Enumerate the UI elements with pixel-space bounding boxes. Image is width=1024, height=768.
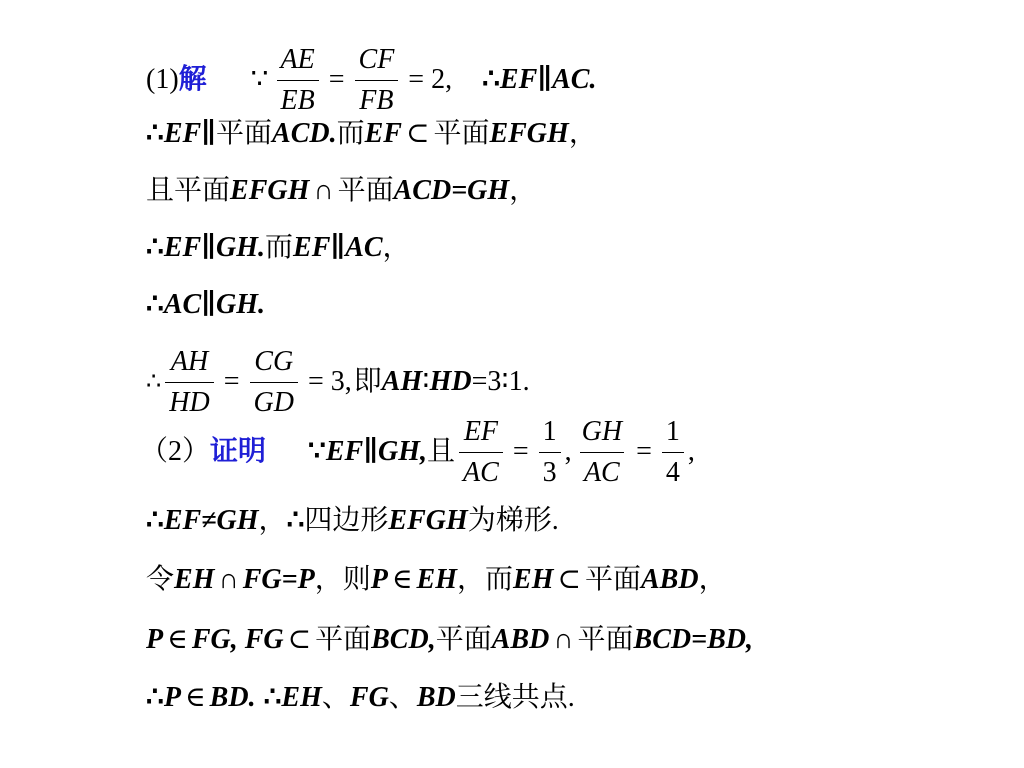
numerator: CF	[358, 43, 395, 75]
element-of-symbol: ∈	[184, 682, 206, 713]
text-segment: ，	[698, 564, 727, 595]
text-segment: BD.	[209, 682, 256, 713]
text-segment: FG	[349, 682, 389, 713]
text-segment: EFGH	[230, 175, 310, 206]
therefore-symbol: ∴	[482, 64, 500, 95]
text-segment: ACD.	[272, 118, 337, 149]
therefore-symbol: ∴	[146, 118, 164, 149]
text-segment: 平面	[577, 624, 634, 655]
line-9	[146, 563, 727, 597]
therefore-symbol: ∴	[146, 232, 164, 263]
therefore-symbol: ∴	[146, 369, 162, 395]
denominator: EB	[277, 80, 319, 118]
part-label: (1)	[146, 64, 179, 95]
text-segment: ，则	[314, 564, 371, 595]
solution-tag: 解	[178, 64, 207, 95]
line-5	[146, 288, 265, 322]
text-segment: ，而	[457, 564, 514, 595]
text-segment: ，	[258, 505, 287, 536]
text-segment: 三线共点.	[455, 682, 575, 713]
text-segment: EH	[513, 564, 554, 595]
text-segment: EF∥AC	[293, 232, 383, 263]
intersection-symbol: ∩	[218, 564, 239, 595]
text-segment: 平面	[584, 564, 641, 595]
line-10	[146, 623, 753, 657]
text-segment: 四边形	[304, 505, 389, 536]
text-segment: 平面	[433, 118, 490, 149]
text-segment: 令	[146, 564, 175, 595]
text-segment: 、	[388, 682, 417, 713]
text-segment: P	[370, 564, 388, 595]
numerator: AH	[170, 345, 209, 377]
text-segment: EF	[364, 118, 402, 149]
text-segment: 、	[321, 682, 350, 713]
line-8	[146, 504, 559, 538]
denominator: 4	[662, 452, 684, 490]
text-segment: =3∶1.	[471, 366, 530, 397]
text-segment: ABD	[640, 564, 699, 595]
text-segment: EH	[281, 682, 322, 713]
denominator: HD	[165, 382, 213, 420]
line-7	[140, 412, 695, 492]
text-segment: ，	[382, 232, 411, 263]
equals: =	[512, 436, 529, 467]
text-segment: EFGH	[489, 118, 569, 149]
text-segment: 即	[353, 366, 382, 397]
line-4	[146, 231, 411, 265]
line-3	[146, 174, 537, 208]
subset-symbol: ⊂	[405, 118, 430, 149]
numerator: 1	[542, 415, 557, 447]
text-segment: 而	[336, 118, 365, 149]
equals-value: = 3,	[307, 366, 352, 397]
numerator: 1	[665, 415, 680, 447]
denominator: AC	[580, 452, 624, 490]
intersection-symbol: ∩	[313, 175, 334, 206]
because-symbol: ∵	[308, 436, 326, 467]
equals: =	[636, 436, 652, 467]
text-segment: EH	[174, 564, 215, 595]
text-segment: ，	[568, 118, 597, 149]
numerator: AE	[280, 43, 315, 75]
part-label: （2）	[140, 436, 211, 467]
numerator: EF	[463, 415, 499, 447]
denominator: 3	[539, 452, 561, 490]
fraction-ef-ac	[459, 415, 503, 490]
text-segment: 为梯形.	[467, 505, 559, 536]
text-segment: 平面	[216, 118, 273, 149]
fraction-cg-gd	[250, 345, 298, 420]
comma: ,	[687, 436, 695, 467]
element-of-symbol: ∈	[167, 624, 188, 655]
text-segment: 且平面	[146, 175, 231, 206]
line-11	[146, 681, 575, 715]
conclusion: EF∥AC.	[499, 64, 597, 95]
therefore-symbol: ∴	[146, 682, 164, 713]
line-2	[146, 117, 597, 151]
intersection-symbol: ∩	[553, 624, 574, 655]
text-segment: FG=P	[242, 564, 315, 595]
text-segment: EFGH	[388, 505, 468, 536]
fraction-ah-hd	[165, 345, 213, 420]
denominator: FB	[355, 80, 397, 118]
text-segment: 且	[427, 436, 456, 467]
proof-tag: 证明	[210, 436, 267, 467]
text-segment: HD	[429, 366, 472, 397]
fraction-one-third	[539, 415, 561, 490]
text-segment: EF∥	[163, 118, 216, 149]
text-segment: 平面	[337, 175, 394, 206]
numerator: GH	[581, 415, 623, 447]
text-segment: EF∥GH,	[325, 436, 428, 467]
denominator: GD	[250, 382, 298, 420]
fraction-ae-eb	[277, 43, 319, 118]
comma: ,	[564, 436, 572, 467]
text-segment: ABD	[491, 624, 550, 655]
subset-symbol: ⊂	[287, 624, 312, 655]
fraction-one-fourth	[662, 415, 684, 490]
therefore-symbol: ∴	[146, 505, 164, 536]
equals: =	[328, 64, 345, 95]
text-segment: AC∥GH.	[163, 289, 265, 320]
text-segment: ACD=GH	[393, 175, 510, 206]
text-segment: P	[163, 682, 181, 713]
ratio-symbol: ∶	[422, 366, 430, 397]
denominator: AC	[459, 452, 503, 490]
fraction-gh-ac	[578, 415, 626, 490]
line-1	[146, 40, 596, 120]
equals-value: = 2,	[408, 64, 453, 95]
text-segment: BCD,	[371, 624, 436, 655]
therefore-symbol: ∴	[146, 289, 164, 320]
because-symbol: ∵	[250, 64, 269, 95]
therefore-symbol: ∴	[286, 505, 305, 536]
text-segment: 而	[265, 232, 294, 263]
text-segment: P	[146, 624, 164, 655]
fraction-cf-fb	[355, 43, 399, 118]
therefore-symbol: ∴	[263, 682, 282, 713]
text-segment: BCD=BD,	[633, 624, 753, 655]
text-segment: EF≠GH	[163, 505, 259, 536]
text-segment: FG, FG	[191, 624, 284, 655]
numerator: CG	[254, 345, 294, 377]
text-segment: EF∥GH.	[163, 232, 265, 263]
equals: =	[223, 366, 240, 397]
text-segment: EH	[416, 564, 458, 595]
subset-symbol: ⊂	[557, 564, 581, 595]
text-segment: BD	[416, 682, 456, 713]
line-6	[146, 342, 530, 422]
element-of-symbol: ∈	[391, 564, 413, 595]
text-segment: 平面	[435, 624, 492, 655]
text-segment: ，	[509, 175, 538, 206]
text-segment: AH	[381, 366, 423, 397]
text-segment: 平面	[315, 624, 372, 655]
